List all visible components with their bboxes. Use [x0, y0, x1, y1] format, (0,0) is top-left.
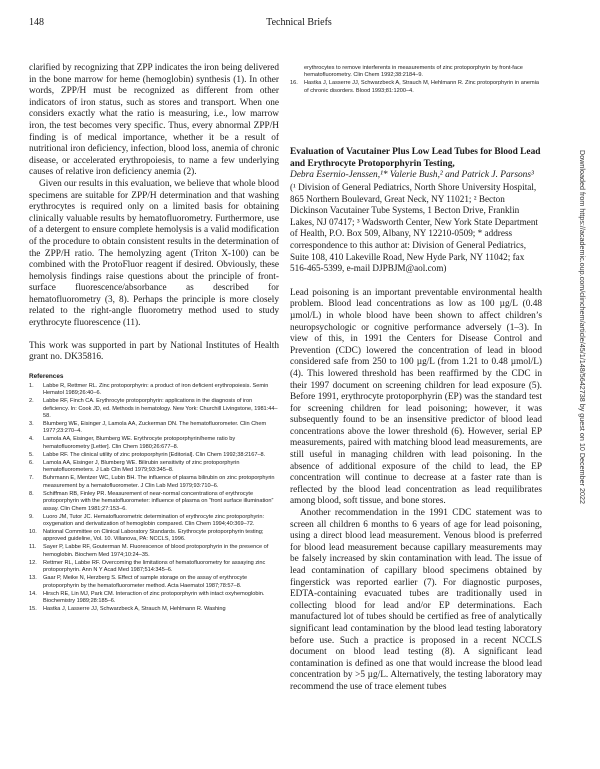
reference-text: Hastka J, Lasserre JJ, Schwarzbeck A, Strauch M, Hehlmann R. Zinc protoporphyrin in anemia of chronic disorders. Blood 1993;81:1200–4. [304, 80, 540, 94]
body-paragraph: Lead poisoning is an important preventable environmental health problem. Blood lead concentrations as low as 100 µg/L (0.48 µmol/L) in whole blood have been shown to affect children’s neuropsychologic or cognitive performance adversely (1–3). In view of this, in 1991 the Centers for Disease Control and Prevention (CDC) lowered the concentration of lead in blood considered safe from 250 to 100 µg/L (from 1.21 to 0.48 µmol/L) (4). This lowered threshold has been reaffirmed by the CDC in their 1997 document on screening children for lead exposure (5). Before 1991, erythrocyte protoporphyrin (EP) was the standard test for screening children for lead poisoning; however, it was subsequently found to be an insensitive predictor of blood lead concentrations above the lower threshold (6). However, serial EP measurements, paired with matching blood lead measurements, are still useful in managing children with lead poisoning. In the absence of additional exposure of the child to lead, the EP concentration will continue to decrease at a faster rate than is reflected by the blood lead concentration as lead requilibrates among blood, soft tissue, and bone stores. [290, 287, 542, 507]
body-paragraph: clarified by recognizing that ZPP indicates the iron being delivered in the bone marrow for heme (hemoglobin) synthesis (1). In other words, ZPP/H must be recognized as different from other indicators of iron status, such as stores and transport. When one considers exactly what the ratio is measuring, i.e., low marrow iron, the test becomes very specific. Thus, every abnormal ZPP/H finding is of medical importance, whether it be a result of nutritional iron deficiency, infection, blood loss, anemia of chronic disease, or accelerated erythropoiesis, to name a few underlying causes of relative iron deficiency anemia (2). [29, 63, 279, 178]
download-note[interactable]: Downloaded from https://academic.oup.com/clinchem/article/45/1/148/5642738 by guest on 10 December 2022 [578, 150, 587, 504]
reference-number: 15. [29, 605, 37, 612]
page-header [29, 17, 569, 31]
reference-list-continued [290, 65, 542, 95]
reference-item [29, 383, 279, 398]
reference-text: National Committee on Clinical Laboratory Standards. Erythrocyte protoporphyrin testing; approved guideline, Vol. 10. Villanova, PA: NCCLS, 1996. [43, 528, 264, 543]
reference-text: Labbe RF, Finch CA. Erythrocyte protoporphyrin: applications in the diagnosis of iron deficiency. In: Cook JD, ed. Methods in hematology. New York: Churchill Livingstone, 1981:44–58. [43, 398, 278, 420]
right-column [290, 63, 542, 694]
reference-item [29, 436, 279, 451]
reference-number: 9. [29, 513, 34, 520]
reference-number: 12. [29, 559, 37, 566]
author-affiliations: (¹ Division of General Pediatrics, North Shore University Hospital, 865 Northern Boulevard, Great Neck, NY 11021; ² Becton Dickinson Vacutainer Tube Systems, 1 Becton Drive, Franklin Lakes, NJ 07417; ³ Wadsworth Center, New York State Department of Health, P.O. Box 509, Albany, NY 12210-0509; * address correspondence to this author at: Division of General Pediatrics, Suite 108, 410 Lakeville Road, New Hyde Park, NY 11042; fax 516-465-5399, e-mail DJPBJM@aol.com) [290, 182, 538, 274]
reference-item [29, 421, 279, 436]
reference-number: 16. [290, 80, 298, 87]
reference-number: 8. [29, 490, 34, 497]
reference-text: Hirsch RE, Lin MJ, Park CM. Interaction of zinc protoporphyrin with intact oxyhemoglobin. Biochemistry 1989;28:185–6. [43, 590, 265, 604]
grant-support-note: This work was supported in part by National Institutes of Health grant no. DK35816. [29, 340, 279, 363]
reference-item [29, 514, 279, 529]
reference-text: Blumberg WE, Eisinger J, Lamola AA, Zuckerman DN. The hematofluorometer. Clin Chem 1977;23:270–4. [43, 421, 267, 435]
article-body [290, 288, 542, 694]
reference-item [29, 460, 279, 475]
article-title: Evaluation of Vacutainer Plus Low Lead Tubes for Blood Lead and Erythrocyte Protoporphyrin Testing, [290, 147, 541, 169]
reference-text: erythrocytes to remove interferents in measurements of zinc protoporphyrin by front-face hematofluorometry. Clin Chem 1992;38:2184–9. [304, 65, 523, 79]
reference-text: Lamola AA, Eisinger J, Blumberg WE. Bilirubin sensitivity of zinc protoporphyrin hematofluorometers. J Lab Clin Med 1979;93:345–8. [43, 459, 240, 474]
reference-number: 13. [29, 575, 37, 582]
reference-item [29, 575, 279, 590]
reference-item [29, 544, 279, 559]
reference-number: 2. [29, 398, 34, 405]
page-number: 148 [29, 17, 44, 28]
body-paragraph: Given our results in this evaluation, we believe that whole blood specimens are suitable for ZPP/H determination and that washing erythrocytes is required only on a limited basis for obtaining clinically valuable results by hematofluorometry. Furthermore, use of a detergent to ensure complete hemolysis is a valid modification of the procedure to obtain consistent results in the determination of the ZPP/H ratio. The hemolyzing agent (Triton X-100) can be combined with the ProtoFluor reagent if desired. Obviously, these hemolysis findings raise questions about the principle of front-surface fluorescence/absorbance as described for hematofluorometry (3, 8). Perhaps the principle is more closely related to the right-angle fluorometry method used to study erythrocyte fluorescence (11). [29, 178, 279, 329]
download-sidebar [576, 150, 586, 620]
reference-number: 6. [29, 459, 34, 466]
reference-item [290, 80, 542, 95]
reference-number: 14. [29, 590, 37, 597]
reference-number: 4. [29, 436, 34, 443]
reference-text: Luoro JM, Tutor JC. Hematofluorometric determination of erythrocyte zinc protoporphyrin: oxygenation and derivatization of hemoglobin compared. Clin Chem 1994;40:369–72. [43, 513, 265, 527]
reference-text: Rettmer RL, Labbe RF. Overcoming the limitations of hematofluorometry for assaying zinc protoporphyrin. Ann N Y Acad Med 1987;514:345–6. [43, 559, 266, 574]
reference-text: Gaar P, Meike N, Herzberg S. Effect of sample storage on the assay of erythrocyte protoporphyrin by the hematofluorometer method. Acta Haematol 1987;78:57–8. [43, 575, 248, 589]
reference-number: 11. [29, 544, 37, 551]
reference-list [29, 383, 279, 614]
reference-text: Schiffman RB, Finley PR. Measurement of near-normal concentrations of erythrocyte protoporphyrin with the hematofluorometer: influence of plasma on “front surface illumination” assay. Clin Chem 1981;27:153–6. [43, 490, 274, 512]
reference-item [29, 475, 279, 490]
reference-item [29, 591, 279, 606]
reference-item [29, 452, 279, 459]
reference-item [29, 606, 279, 613]
reference-text: Hastka J, Lasserre JJ, Schwarzbeck A, Strauch M, Hehlmann R. Washing [43, 605, 226, 612]
reference-number: 10. [29, 528, 37, 535]
reference-number: 5. [29, 451, 34, 458]
reference-number: 3. [29, 421, 34, 428]
reference-number: 7. [29, 475, 34, 482]
reference-text: Lamola AA, Eisinger, Blumberg WE. Erythrocyte protoporphyrin/heme ratio by hematofluorometry [Letter]. Clin Chem 1980;26:677–8. [43, 436, 236, 450]
reference-item [29, 398, 279, 420]
reference-text: Labbe RF. The clinical utility of zinc protoporphyrin [Editorial]. Clin Chem 1992;38:2167–8. [43, 451, 266, 458]
reference-text: Buhrmann E, Mentzer WC, Lubin BH. The influence of plasma bilirubin on zinc protoporphyrin measurement by a hematofluorometer. J Clin Lab Med 1979;93:710–6. [43, 475, 275, 489]
reference-item [29, 529, 279, 544]
reference-item [290, 65, 542, 80]
references-heading: References [29, 372, 64, 380]
reference-item [29, 560, 279, 575]
reference-item [29, 491, 279, 513]
reference-number: 1. [29, 382, 34, 389]
reference-text: Labbe R, Rettmer RL. Zinc protoporphyrin: a product of iron deficient erythropoiesis. Semin Hematol 1989;26:40–6. [43, 382, 269, 397]
reference-text: Sayer P, Labbe RF, Gouterman M. Fluorescence of blood protoporphyrin in the presence of hemoglobin. Biochem Med 1974;10:24–35. [43, 544, 269, 558]
article-authors: Debra Esernio-Jenssen,¹* Valerie Bush,² and Patrick J. Parsons³ [290, 170, 534, 181]
body-paragraph: Another recommendation in the 1991 CDC statement was to screen all children 6 months to 6 years of age for lead poisoning, using a direct blood lead measurement. Venous blood is preferred for blood lead measurement because capillary measurements may be falsely increased by skin contamination with lead. The issue of lead contamination of capillary blood specimens obtained by fingerstick was reported earlier (7). For diagnostic purposes, EDTA-containing evacuated tubes are traditionally used in collecting blood for lead and/or EP determinations. Each manufactured lot of tubes should be certified as free of analytically significant lead contamination by the blood lead testing laboratory before use. Such a practice is proposed in a recent NCCLS document on blood lead testing (8). A significant lead contamination is defined as one that would increase the blood lead concentration by >5 µg/L. Alternatively, the testing laboratory may recommend the use of trace element tubes [290, 508, 542, 692]
left-column [29, 63, 279, 614]
running-title: Technical Briefs [266, 17, 332, 28]
